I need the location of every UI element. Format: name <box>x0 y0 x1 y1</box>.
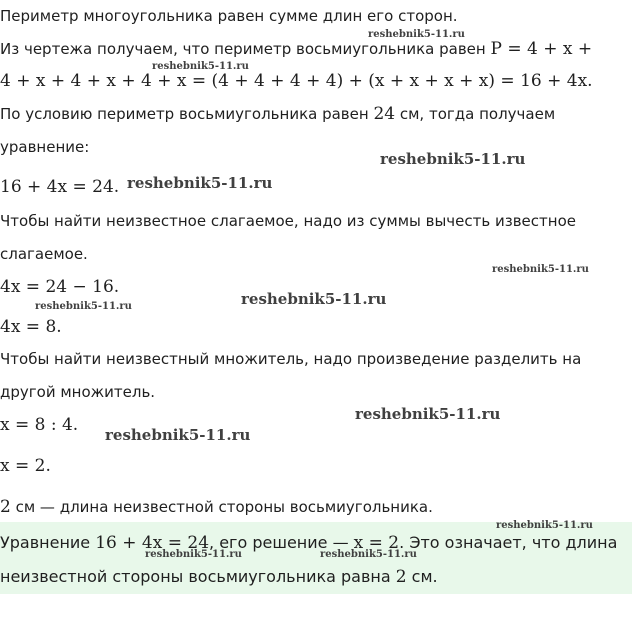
equation-3: 4x = 8. <box>0 317 62 337</box>
answer-text-4: неизвестной стороны восьмиугольника равна <box>0 567 396 586</box>
watermark: reshebnik5-11.ru <box>355 405 501 423</box>
watermark: reshebnik5-11.ru <box>492 264 589 275</box>
line4-text-b: см, тогда получаем <box>395 105 556 123</box>
line2-text: Из чертежа получаем, что периметр восьмиугольника равен <box>0 40 491 58</box>
text-line-15 <box>0 496 433 518</box>
line2-math: P = 4 + x + <box>490 39 593 59</box>
watermark: reshebnik5-11.ru <box>241 290 387 308</box>
watermark: reshebnik5-11.ru <box>105 426 251 444</box>
answer-math-1: 16 + 4x = 24 <box>95 533 210 553</box>
answer-box <box>0 522 632 594</box>
watermark: reshebnik5-11.ru <box>496 520 593 531</box>
equation-1: 16 + 4x = 24. <box>0 177 120 197</box>
text-line-7: Чтобы найти неизвестное слагаемое, надо из суммы вычесть известное <box>0 212 576 230</box>
answer-line-1 <box>0 532 617 554</box>
answer-text-3: . Это означает, что длина <box>399 533 618 552</box>
answer-math-2: x = 2 <box>353 533 400 553</box>
equation-2: 4x = 24 − 16. <box>0 277 120 297</box>
line4-text-a: По условию периметр восьмиугольника равен <box>0 105 374 123</box>
text-line-11: Чтобы найти неизвестный множитель, надо произведение разделить на <box>0 350 582 368</box>
line15-math: 2 <box>0 497 11 517</box>
watermark: reshebnik5-11.ru <box>35 301 132 312</box>
answer-text-2: , его решение — <box>209 533 354 552</box>
text-line-8: слагаемое. <box>0 245 88 263</box>
watermark: reshebnik5-11.ru <box>320 549 417 560</box>
text-line-2 <box>0 38 592 60</box>
answer-text-5: см. <box>406 567 438 586</box>
answer-line-2 <box>0 566 438 588</box>
line4-math: 24 <box>373 104 396 124</box>
watermark: reshebnik5-11.ru <box>127 174 273 192</box>
text-line-4 <box>0 103 555 125</box>
math-line-perimeter: 4 + x + 4 + x + 4 + x = (4 + 4 + 4 + 4) + (x + x + x + x) = 16 + 4x. <box>0 71 593 91</box>
answer-math-3: 2 <box>395 567 407 587</box>
watermark: reshebnik5-11.ru <box>380 150 526 168</box>
answer-text-1: Уравнение <box>0 533 96 552</box>
text-line-12: другой множитель. <box>0 383 156 401</box>
watermark: reshebnik5-11.ru <box>145 549 242 560</box>
text-line-1: Периметр многоугольника равен сумме длин его сторон. <box>0 7 458 25</box>
watermark: reshebnik5-11.ru <box>368 29 465 40</box>
watermark: reshebnik5-11.ru <box>152 61 249 72</box>
equation-4: x = 8 : 4. <box>0 415 79 435</box>
equation-5: x = 2. <box>0 456 51 476</box>
text-line-5: уравнение: <box>0 138 90 156</box>
line15-text: см — длина неизвестной стороны восьмиугольника. <box>10 498 433 516</box>
